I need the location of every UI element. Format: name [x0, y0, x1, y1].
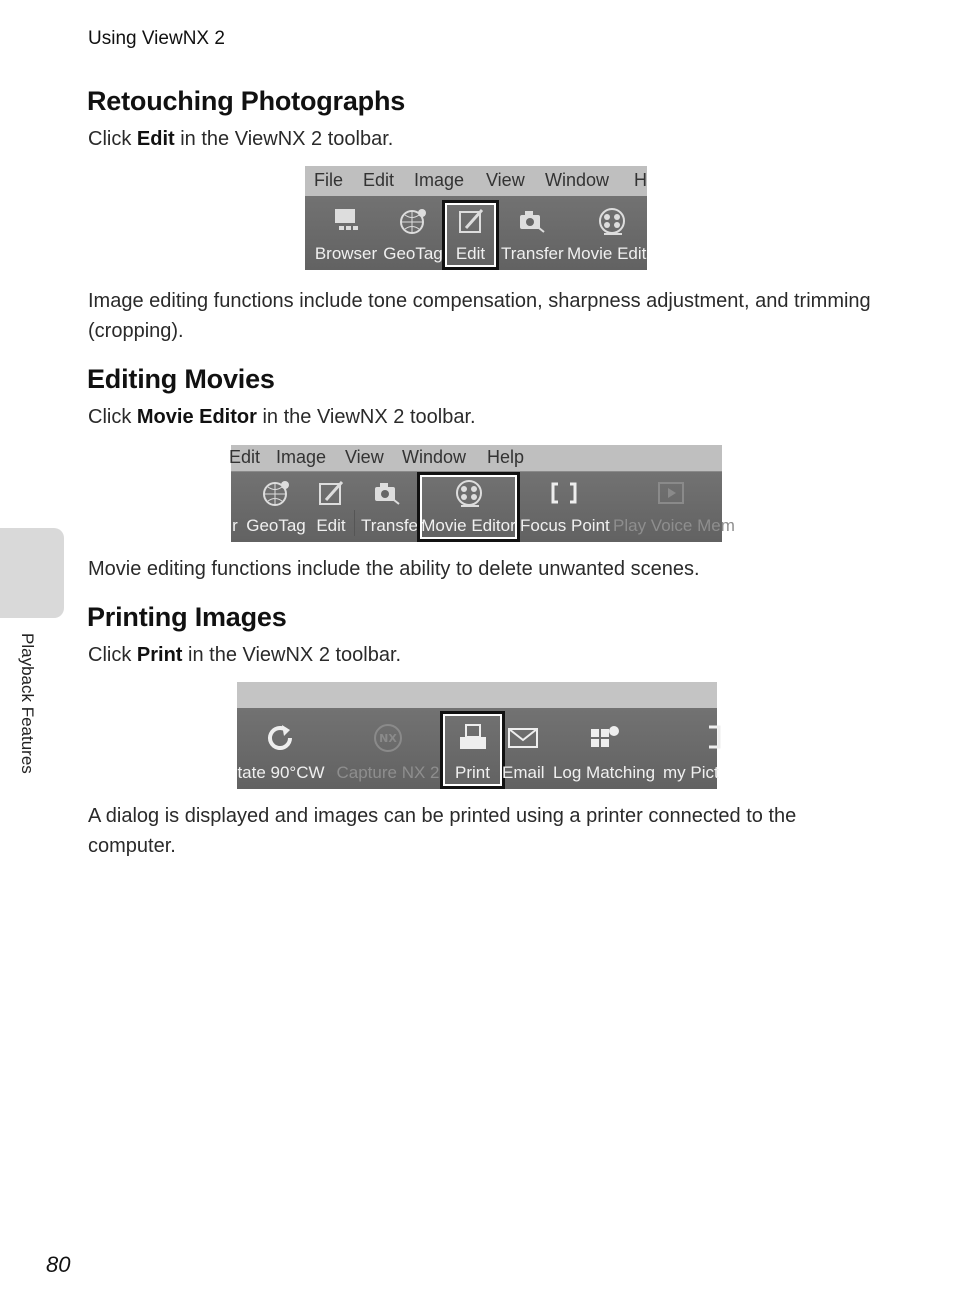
page-number: 80	[46, 1252, 71, 1277]
globe-icon	[261, 478, 291, 508]
menu-bar-blank	[237, 682, 717, 708]
rotate-clockwise-icon	[264, 721, 298, 755]
menu-window: Window	[545, 170, 610, 190]
toolbar	[231, 472, 735, 542]
tool-transfer: Transfer	[357, 472, 417, 542]
film-reel-icon	[596, 206, 628, 238]
tool-browser: Browser	[313, 200, 379, 270]
log-matching-icon	[587, 721, 621, 755]
instruction-edit: Click Edit in the ViewNX 2 toolbar.	[88, 128, 394, 150]
toolbar	[237, 708, 717, 789]
menu-file: File	[314, 170, 344, 190]
tool-focus-point: Focus Point	[520, 472, 608, 542]
tool-email: Email	[502, 711, 544, 789]
tool-my-picturetown: my Pict	[661, 711, 721, 789]
capture-nx-icon	[371, 721, 405, 755]
tool-browser-partial: r	[232, 516, 238, 535]
chapter-label: Playback Features	[18, 633, 37, 774]
instruction-print: Click Print in the ViewNX 2 toolbar.	[88, 644, 402, 666]
toolbar-separator	[354, 510, 355, 536]
running-head: Using ViewNX 2	[88, 28, 225, 49]
retouch-description: Image editing functions include tone compensation, sharpness adjustment, and trimming (cropping).	[88, 290, 871, 342]
menu-edit: Edit	[363, 170, 395, 190]
toolbar	[305, 196, 647, 270]
tool-print-highlighted: Print	[440, 711, 505, 789]
tool-geotag: GeoTag	[381, 200, 445, 270]
svg-text:NX: NX	[379, 732, 397, 745]
tool-transfer: Transfer	[501, 200, 563, 270]
menu-image: Image	[276, 447, 327, 467]
menu-view: View	[486, 170, 525, 190]
menu-image: Image	[414, 170, 465, 190]
picturetown-icon	[695, 721, 729, 755]
section-title-printing: Printing Images	[87, 602, 287, 632]
camera-transfer-icon	[372, 478, 402, 508]
browser-icon	[331, 206, 361, 236]
instruction-movie-editor: Click Movie Editor in the ViewNX 2 toolbar.	[88, 406, 476, 428]
viewnx-toolbar-screenshot-movie	[229, 445, 735, 542]
tool-capture-nx2: NX Capture NX 2	[335, 711, 441, 789]
movie-description: Movie editing functions include the ability to delete unwanted scenes.	[88, 558, 700, 580]
menu-bar	[305, 166, 647, 197]
section-title-retouching: Retouching Photographs	[87, 86, 406, 116]
tool-edit-highlighted: Edit	[442, 200, 499, 270]
tool-movie-editor-highlighted: Movie Editor	[417, 472, 520, 542]
menu-view: View	[345, 447, 384, 467]
printer-icon	[456, 721, 490, 755]
tool-play-voice-memo: Play Voice Mem	[611, 472, 731, 542]
film-reel-icon	[453, 478, 485, 510]
globe-icon	[398, 206, 428, 236]
tool-edit: Edit	[309, 472, 353, 542]
edit-brush-icon	[316, 478, 346, 508]
edit-brush-icon	[456, 206, 486, 236]
tool-log-matching: Log Matching	[548, 711, 660, 789]
viewnx-toolbar-screenshot-print	[237, 682, 717, 789]
camera-transfer-icon	[517, 206, 547, 236]
menu-help: Help	[487, 447, 525, 467]
menu-bar	[231, 445, 722, 472]
envelope-icon	[506, 721, 540, 755]
tool-rotate: tate 90°CW	[233, 711, 329, 789]
viewnx-toolbar-screenshot-edit	[305, 166, 647, 270]
menu-help: H	[634, 170, 647, 190]
print-description: A dialog is displayed and images can be printed using a printer connected to the computer.	[88, 805, 797, 857]
focus-bracket-icon	[548, 478, 580, 508]
play-icon	[656, 478, 686, 508]
menu-edit: Edit	[229, 447, 261, 467]
menu-window: Window	[402, 447, 467, 467]
chapter-side-tab	[0, 528, 64, 618]
tool-movie-editor: Movie Edit	[567, 200, 657, 270]
section-title-editing-movies: Editing Movies	[87, 364, 275, 394]
tool-geotag: GeoTag	[243, 472, 309, 542]
